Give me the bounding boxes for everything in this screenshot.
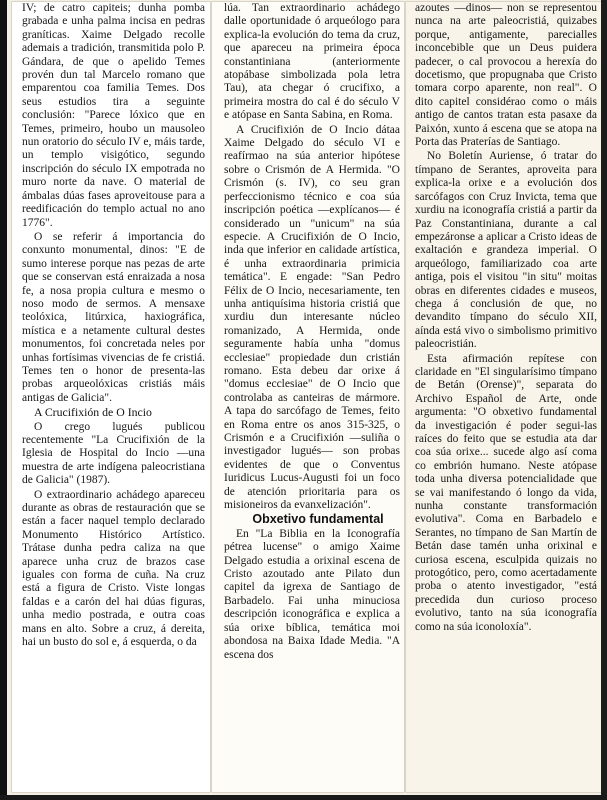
- scan-edge-bottom: [0, 795, 607, 800]
- paragraph: En "La Biblia en la Iconografía pétrea lucense" o amigo Xaime Delgado estudia a orixinal escena de Cristo azoutado ante Pilato dun capitel da igrexa de Santiago de Barbadelo. Fai unha minuciosa descripción iconográfica e explica a súa orixe bíblica, temática moi abondosa na Baixa Idade Media. "A escena dos: [224, 527, 400, 661]
- column-3-text: [406, 2, 601, 792]
- paragraph: lúa. Tan extraordinario achádego dalle oportunidade ó arqueólogo para explica-la evolución do tema da cruz, que apareceu na primeira época constantiniana (anteriormente atopábase simbolizada pola letra Tau), ata chegar ó crucifixo, a primeira mostra do cal é do século V e atópase en Santa Sabina, en Roma.: [224, 2, 400, 122]
- paragraph: A Crucifixión de O Incio dátaa Xaime Delgado do século VI e reafírmao na súa anterior hipótese sobre o Crismón de A Hermida. "O Crismón (s. IV), co seu gran perfeccionismo técnico e coa súa inscripción poética —explícanos— é considerado un "unicum" na súa especie. A Crucifixión de O Incio, inda que inferior en calidade artística, é unha extraordinaria primicia temática". E engade: "San Pedro Félix de O Incio, necesariamente, ten unha antiquísima historia cristiá que xurdiu dun interesante núcleo romanizado, A Hermida, onde seguramente había unha "domus ecclesiae" propiedade dun cristián romano. Esta debeu dar orixe á "domus ecclesiae" de O Incio que controlaba as canteiras de mármore. A tapa do sarcófago de Temes, feito en Roma entre os anos 315-325, o Crismón e a Crucifixión —suliña o investigador lugués— son probas evidentes de que o Conventus Iuridicus Lucus-Augusti foi un foco de atención prioritaria para os misioneiros da evanxelización".: [224, 123, 400, 512]
- section-title: Obxetivo fundamental: [252, 512, 384, 527]
- clipping-column-1: [12, 2, 210, 792]
- column-2-text: [212, 2, 404, 792]
- paragraph: Esta afirmación repítese con claridade en "El singularísimo tímpano de Betán (Orense)", separata do Archivo Español de Arte, onde argumenta: "O obxetivo fundamental da investigación é poder segui-las raíces do feito que se estudia ata dar coa súa orixe... sucede algo así coma co embrión humano. Neste atópase toda unha diversa potencialidade que se vai manifestando ó longo da vida, nunha constante transformación evolutiva". Coma en Barbadelo e Serantes, no tímpano de San Martín de Betán dase tamén unha orixinal e curiosa escena, esculpida quizais no protogótico, pero, como acertadamente proba o atento investigador, "está precedida dun curioso proceso evolutivo, tanto na súa iconografía como na súa iconoloxía".: [415, 352, 597, 633]
- paragraph: No Boletín Auriense, ó tratar do tímpano de Serantes, aproveita para explica-la orixe e a evolución dos sarcófagos con Cruz Invicta, tema que xurdiu na iconografía cristiá a partir da Paz Constantiniana, durante a cal empezáronse a aplicar a Cristo ideas de exaltación e grandeza imperial. O arqueólogo, familiarizado coa arte antiga, pois el visitou "in situ" moitas obras en diferentes cidades e museos, chega á conclusión de que, no devandito tímpano do século XII, aínda está vivo o simbolismo primitivo paleocristián.: [415, 150, 597, 351]
- paragraph: O extraordinario achádego apareceu durante as obras de restauración que se están a facer naquel templo declarado Monumento Histórico Artístico. Trátase dunha pedra caliza na que aparece unha cruz de brazos case iguales con forma de cuña. Na cruz está a figura de Cristo. Viste longas faldas e a carón del hai dúas figuras, unha medio postrada, e outra coas mans en alto. Sobre a cruz, á dereita, hai un busto do sol e, á esquerda, o da: [22, 488, 205, 649]
- column-1-text: [12, 2, 210, 792]
- paragraph: O se referir á importancia do conxunto monumental, dinos: "E de sumo interese porque nas pezas de arte que se conservan está enraizada a nosa fe, a nosa propia cultura e mesmo o noso modo de sermos. A mensaxe teolóxica, litúrxica, haxiográfica, mística e a netamente cultural destes monumentos, foi concretada neles por unhas fortísimas vivencias de fe cristiá. Temes ten o honor de presenta-las probas arqueolóxicas cristiás máis antigas de Galicia".: [22, 230, 205, 404]
- clipping-column-2: [212, 2, 404, 792]
- paragraph: O crego lugués publicou recentemente "La Crucifixión de la Iglesia de Hospital do Incio —una muestra de arte indígena paleocristiana de Galicia" (1987).: [22, 420, 205, 487]
- subheading: A Crucifixión de O Incio: [34, 405, 152, 420]
- scan-edge-left: [0, 0, 7, 800]
- clipping-column-3: [406, 2, 601, 792]
- paragraph: IV; de catro capiteis; dunha pomba grabada e unha palma incisa en pedras graníticas. Xaime Delgado recolle ademais a tradición, transmitida polo P. Gándara, de que o apelido Temes provén dun tal Marcelo romano que emparentou coa familia Temes. Dos seus estudios tira a seguinte conclusión: "Parece lóxico que en Temes, primeiro, houbo un mausoleo nun oratorio do século IV e, máis tarde, un templo visigótico, segundo inscripción do século IX empotrada no muro norte da nave. O material de ámbalas dúas fases aproveitouse para a reedificación do templo actual no ano 1776".: [22, 2, 205, 229]
- paragraph: azoutes —dinos— non se representou nunca na arte paleocristiá, quizabes porque, antigamente, parecialles inconcebible que un Deus puidera padecer, o cal provocou a herexía do docetismo, que propugnaba que Cristo tomara corpo aparente, non real". O dito capitel considérao como o máis antigo de cantos tratan esta pasaxe da Paixón, xunto á escena que se atopa na Porta das Praterías de Santiago.: [415, 2, 597, 149]
- scan-edge-right: [601, 0, 607, 800]
